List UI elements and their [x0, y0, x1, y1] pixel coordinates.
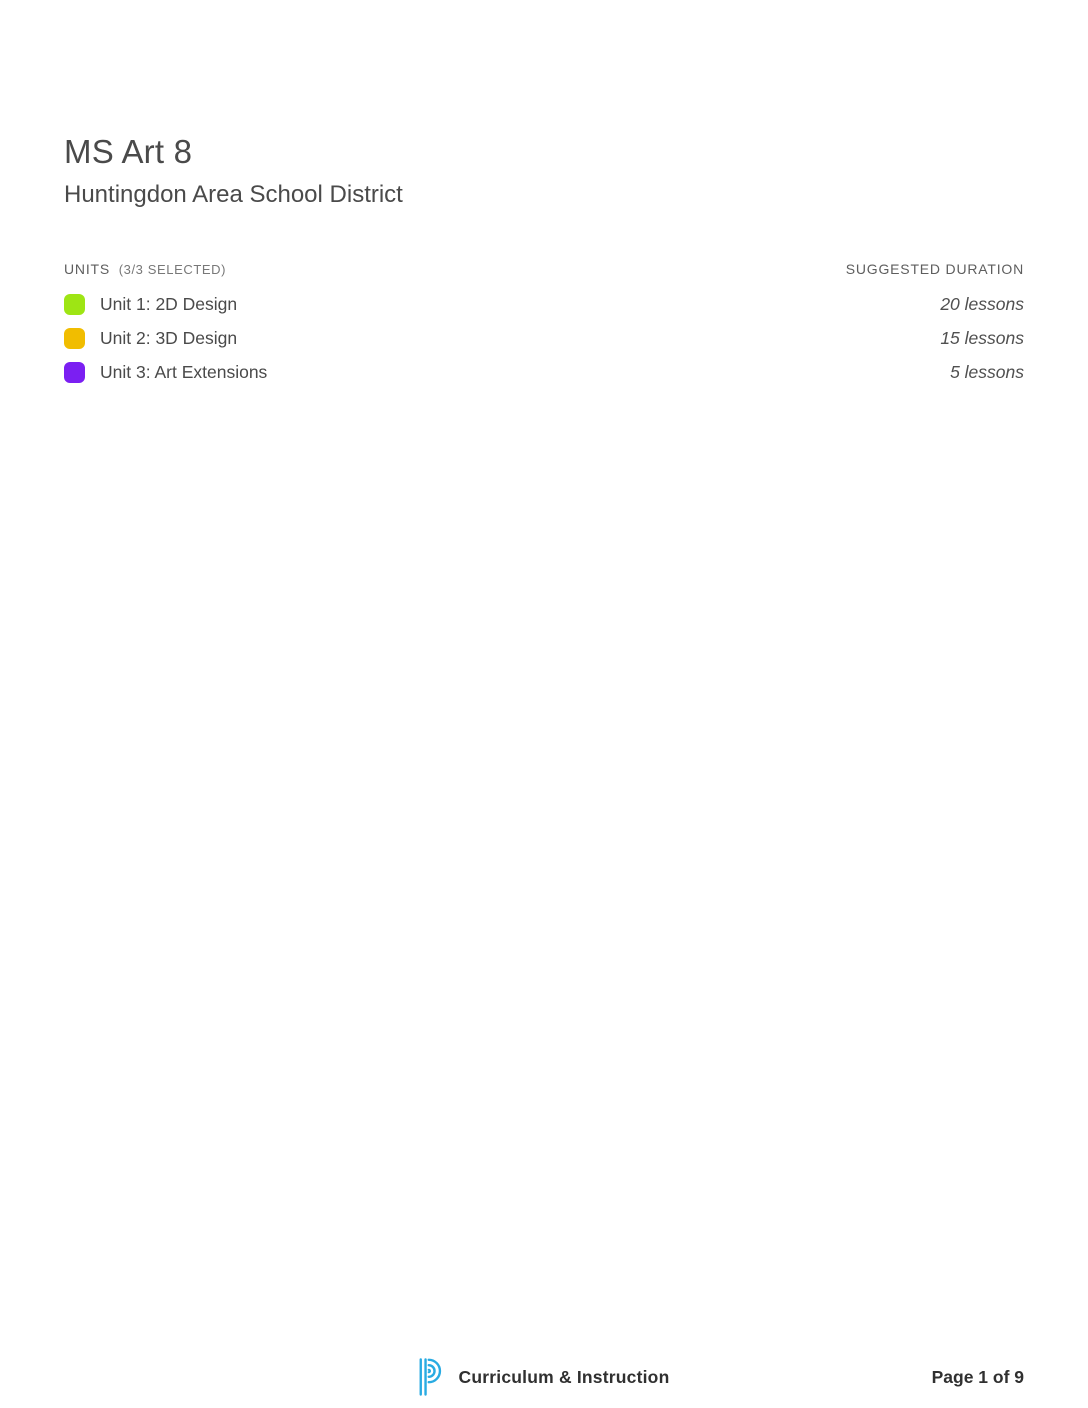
page-title: MS Art 8 — [64, 133, 193, 170]
units-header-row — [64, 261, 1024, 277]
unit-color-swatch-icon — [64, 328, 85, 349]
units-column-header — [64, 261, 226, 277]
duration-column-header: SUGGESTED DURATION — [845, 261, 1024, 277]
footer-brand — [419, 1357, 670, 1397]
unit-duration: 20 lessons — [940, 293, 1024, 314]
footer-brand-label: Curriculum & Instruction — [458, 1366, 670, 1387]
unit-row-left — [64, 362, 267, 383]
unit-row-left — [64, 328, 237, 349]
unit-color-swatch-icon — [64, 362, 85, 383]
unit-row — [64, 287, 1024, 321]
units-selected-count: (3/3 SELECTED) — [118, 262, 227, 277]
unit-label: Unit 3: Art Extensions — [100, 361, 268, 382]
units-header-label: UNITS — [64, 261, 110, 277]
page-subtitle: Huntingdon Area School District — [64, 181, 403, 208]
unit-row — [64, 321, 1024, 355]
unit-label: Unit 2: 3D Design — [100, 327, 238, 348]
unit-row-left — [64, 294, 237, 315]
unit-label: Unit 1: 2D Design — [100, 293, 238, 314]
unit-color-swatch-icon — [64, 294, 85, 315]
unit-duration: 5 lessons — [950, 361, 1024, 382]
unit-row — [64, 355, 1024, 389]
units-list — [64, 287, 1024, 389]
unit-duration: 15 lessons — [940, 327, 1024, 348]
brand-p-logo-icon — [419, 1357, 448, 1397]
page-indicator: Page 1 of 9 — [931, 1367, 1024, 1387]
